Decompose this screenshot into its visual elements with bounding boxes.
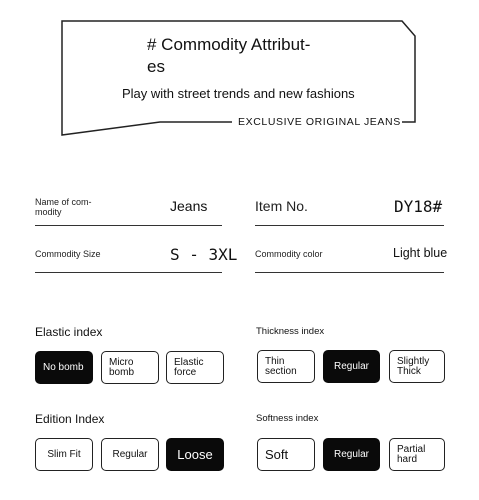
divider: [255, 272, 444, 273]
commodity-size-value: S - 3XL: [170, 245, 238, 264]
thickness-option-thin-section[interactable]: Thin section: [257, 350, 315, 383]
edition-option-slim-fit[interactable]: Slim Fit: [35, 438, 93, 471]
commodity-name-label: Name of com- modity: [35, 197, 92, 217]
divider: [35, 225, 222, 226]
page-subtitle: Play with street trends and new fashions: [122, 86, 355, 101]
softness-option-regular[interactable]: Regular: [323, 438, 380, 471]
softness-option-soft[interactable]: Soft: [257, 438, 315, 471]
page-title: # Commodity Attribut- es: [147, 35, 311, 76]
thickness-option-slightly-thick[interactable]: Slightly Thick: [389, 350, 445, 383]
thickness-index-title: Thickness index: [256, 326, 325, 337]
divider: [255, 225, 444, 226]
commodity-color-value: Light blue: [393, 246, 448, 260]
elastic-option-micro-bomb[interactable]: Micro bomb: [101, 351, 159, 384]
commodity-name-value: Jeans: [170, 198, 208, 214]
item-no-label: Item No.: [255, 198, 308, 214]
brand-tagline: EXCLUSIVE ORIGINAL JEANS: [238, 116, 401, 128]
softness-option-partial-hard[interactable]: Partial hard: [389, 438, 445, 471]
edition-option-regular[interactable]: Regular: [101, 438, 159, 471]
elastic-option-elastic-force[interactable]: Elastic force: [166, 351, 224, 384]
elastic-index-title: Elastic index: [35, 325, 103, 339]
softness-index-title: Softness index: [256, 413, 319, 424]
commodity-size-label: Commodity Size: [35, 249, 101, 259]
commodity-color-label: Commodity color: [255, 249, 323, 259]
elastic-option-no-bomb[interactable]: No bomb: [35, 351, 93, 384]
edition-option-loose[interactable]: Loose: [166, 438, 224, 471]
divider: [35, 272, 222, 273]
item-no-value: DY18#: [394, 197, 443, 216]
thickness-option-regular[interactable]: Regular: [323, 350, 380, 383]
edition-index-title: Edition Index: [35, 412, 105, 426]
